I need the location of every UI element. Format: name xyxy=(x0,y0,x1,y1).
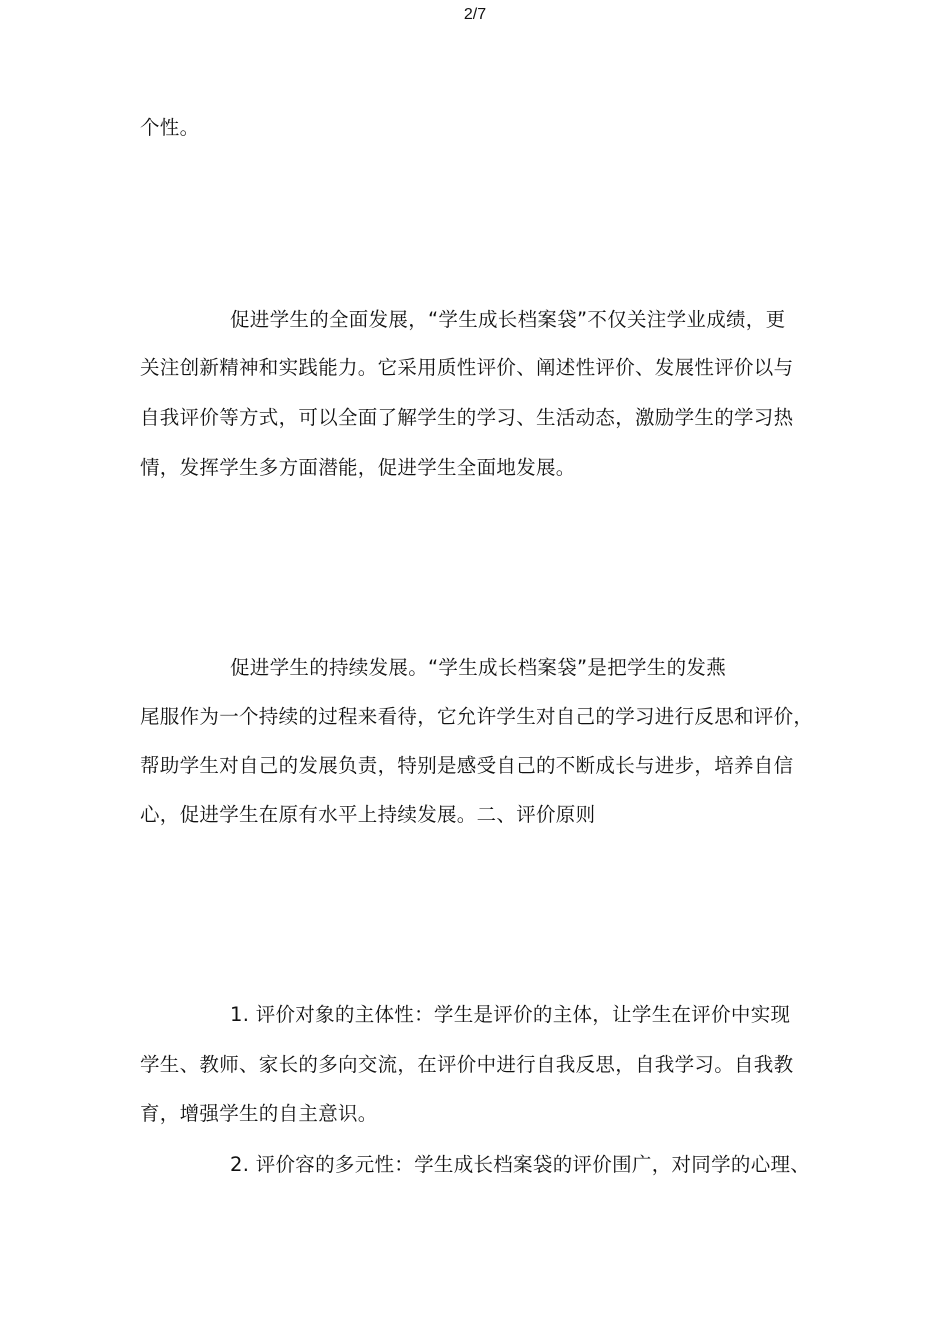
text-line-9: 心，促进学生在原有水平上持续发展。二、评价原则 xyxy=(140,803,596,826)
text-line-13: 2. 评价容的多元性：学生成长档案袋的评价围广，对同学的心理、 xyxy=(230,1153,811,1176)
text-line-7: 尾服作为一个持续的过程来看待，它允许学生对自己的学习进行反思和评价， xyxy=(140,705,814,728)
text-line-6: 促进学生的持续发展。“学生成长档案袋”是把学生的发燕 xyxy=(230,656,727,679)
text-line-2: 促进学生的全面发展，“学生成长档案袋”不仅关注学业成绩，更 xyxy=(230,308,786,331)
text-line-3: 关注创新精神和实践能力。它采用质性评价、阐述性评价、发展性评价以与 xyxy=(140,356,794,379)
text-line-1: 个性。 xyxy=(140,116,200,139)
text-line-10: 1. 评价对象的主体性：学生是评价的主体，让学生在评价中实现 xyxy=(230,1003,791,1026)
text-line-12: 育，增强学生的自主意识。 xyxy=(140,1102,378,1125)
text-line-8: 帮助学生对自己的发展负责，特别是感受自己的不断成长与进步，培养自信 xyxy=(140,754,794,777)
text-line-5: 情，发挥学生多方面潜能，促进学生全面地发展。 xyxy=(140,456,576,479)
text-line-4: 自我评价等方式，可以全面了解学生的学习、生活动态，激励学生的学习热 xyxy=(140,406,794,429)
text-line-11: 学生、教师、家长的多向交流，在评价中进行自我反思，自我学习。自我教 xyxy=(140,1053,794,1076)
page-number: 2/7 xyxy=(463,6,487,23)
